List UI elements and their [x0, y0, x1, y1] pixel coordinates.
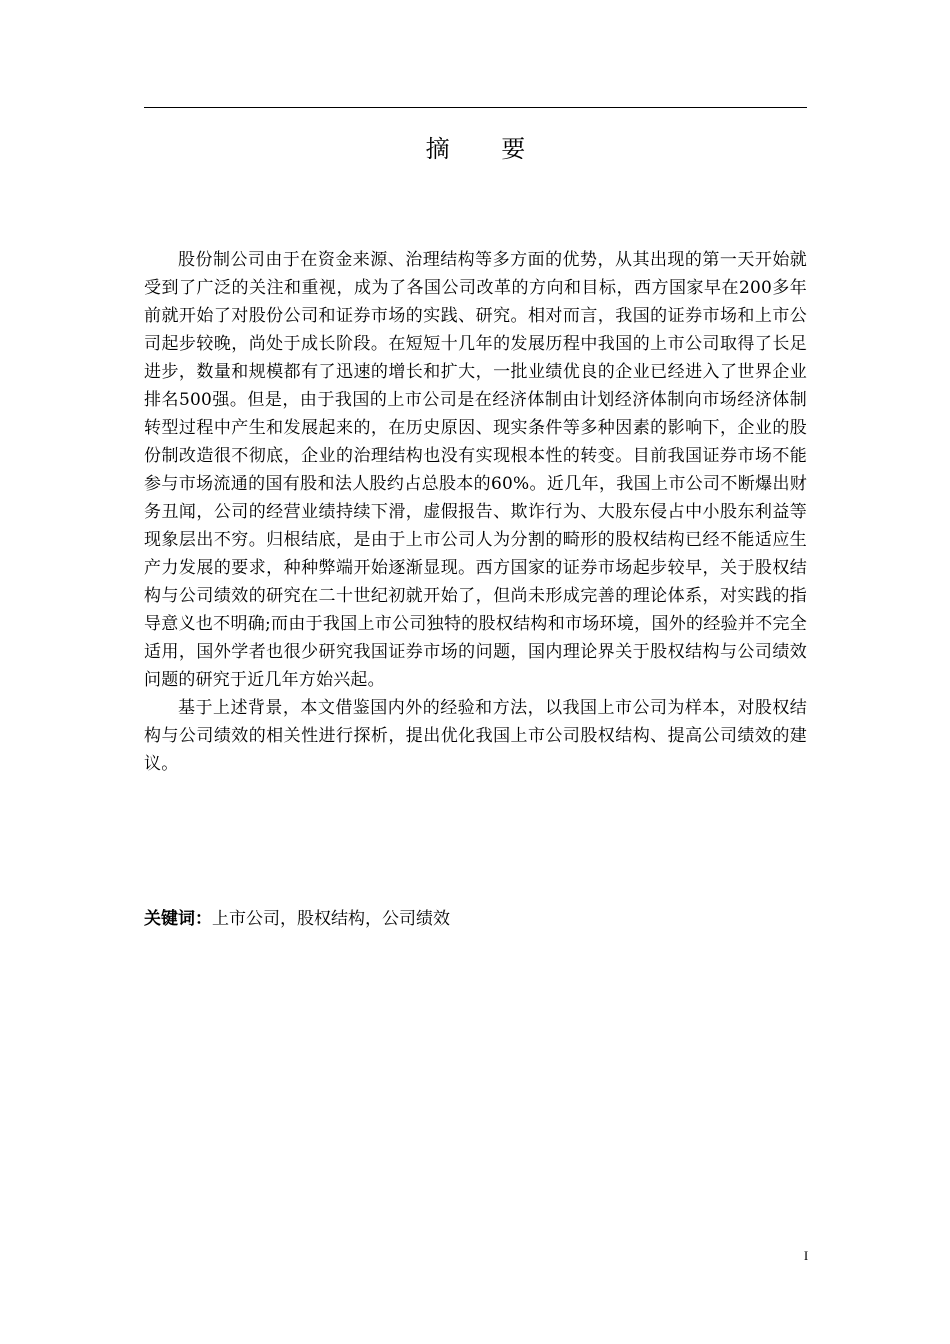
keywords-label: 关键词：	[144, 909, 212, 929]
header-rule	[144, 107, 807, 108]
keywords-line	[144, 905, 807, 933]
abstract-body	[144, 246, 807, 778]
page-number: I	[803, 1248, 809, 1263]
abstract-paragraph-2: 基于上述背景，本文借鉴国内外的经验和方法，以我国上市公司为样本，对股权结构与公司绩效的相关性进行探析，提出优化我国上市公司股权结构、提高公司绩效的建议。	[144, 698, 807, 774]
page-title: 摘 要	[425, 135, 548, 163]
abstract-paragraph-1: 股份制公司由于在资金来源、治理结构等多方面的优势，从其出现的第一天开始就受到了广泛的关注和重视，成为了各国公司改革的方向和目标，西方国家早在200多年前就开始了对股份公司和证券市场的实践、研究。相对而言，我国的证券市场和上市公司起步较晚，尚处于成长阶段。在短短十几年的发展历程中我国的上市公司取得了长足进步，数量和规模都有了迅速的增长和扩大，一批业绩优良的企业已经进入了世界企业排名500强。但是，由于我国的上市公司是在经济体制由计划经济体制向市场经济体制转型过程中产生和发展起来的，在历史原因、现实条件等多种因素的影响下，企业的股份制改造很不彻底，企业的治理结构也没有实现根本性的转变。目前我国证券市场不能参与市场流通的国有股和法人股约占总股本的60%。近几年，我国上市公司不断爆出财务丑闻，公司的经营业绩持续下滑，虚假报告、欺诈行为、大股东侵占中小股东利益等现象层出不穷。归根结底，是由于上市公司人为分割的畸形的股权结构已经不能适应生产力发展的要求，种种弊端开始逐渐显现。西方国家的证券市场起步较早，关于股权结构与公司绩效的研究在二十世纪初就开始了，但尚未形成完善的理论体系，对实践的指导意义也不明确;而由于我国上市公司独特的股权结构和市场环境，国外的经验并不完全适用，国外学者也很少研究我国证券市场的问题，国内理论界关于股权结构与公司绩效问题的研究于近几年方始兴起。	[144, 250, 807, 690]
keywords-value: 上市公司，股权结构，公司绩效	[212, 909, 450, 929]
